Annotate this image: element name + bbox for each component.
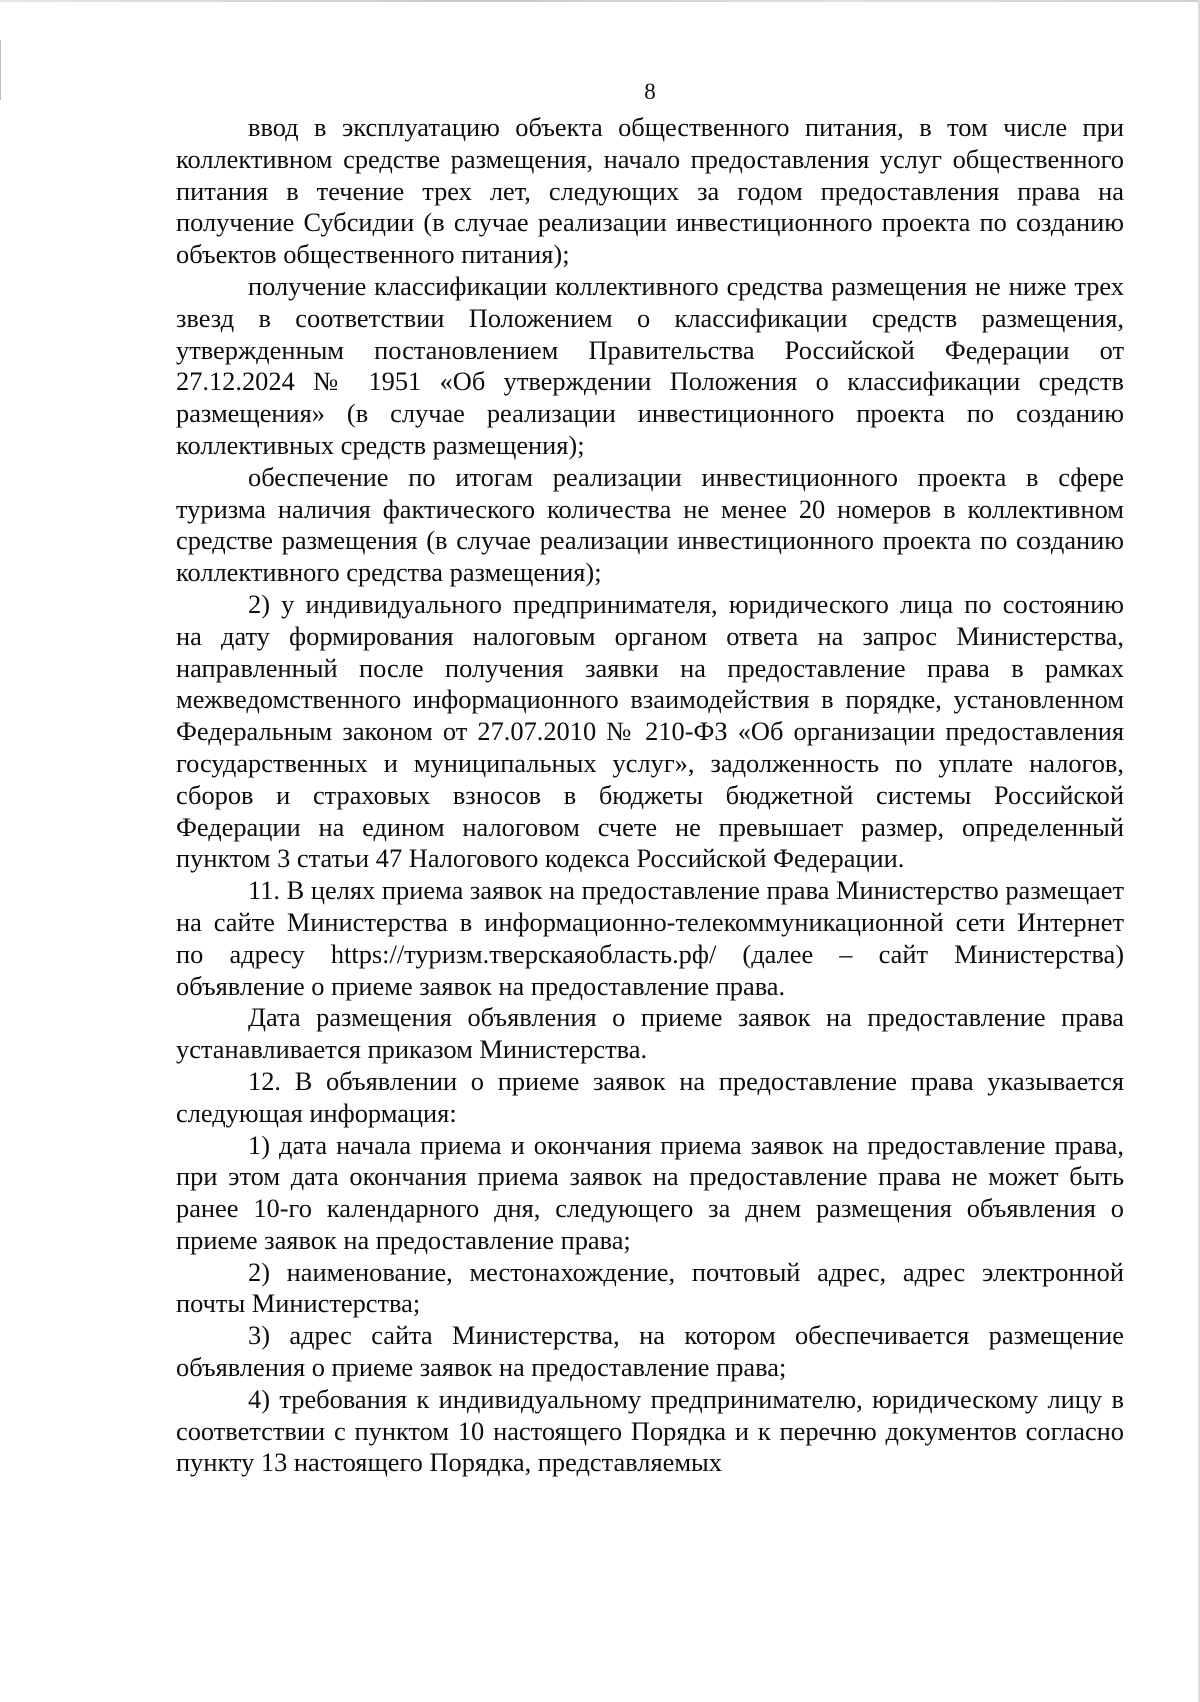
paragraph-food-service-commissioning: ввод в эксплуатацию объекта общественного питания, в том числе при коллективном средстве размещения, начало предоставления услуг общественного питания в течение трех лет, следующих за годом предоставления права на получение Субсидии (в случае реализации инвестиционного проекта по созданию объектов общественного питания); xyxy=(176,112,1124,270)
paragraph-subitem-4: 4) требования к индивидуальному предпринимателю, юридическому лицу в соответствии с пунктом 10 настоящего Порядка и к перечню документов согласно пункту 13 настоящего Порядка, представляемых xyxy=(176,1383,1124,1478)
page-number: 8 xyxy=(644,79,656,104)
scan-edge-top xyxy=(0,0,1200,2)
paragraph-rooms-count: обеспечение по итогам реализации инвестиционного проекта в сфере туризма наличия фактического количества не менее 20 номеров в коллективном средстве размещения (в случае реализации инвестиционного проекта по созданию коллективного средства размещения); xyxy=(176,461,1124,588)
paragraph-announcement-date: Дата размещения объявления о приеме заявок на предоставление права устанавливается приказом Министерства. xyxy=(176,1002,1124,1065)
paragraph-classification: получение классификации коллективного средства размещения не ниже трех звезд в соответствии Положением о классификации средств размещения, утвержденным постановлением Правительства Российской Федерации от 27.12.2024 № 1951 «Об утверждении Положения о классификации средств размещения» (в случае реализации инвестиционного проекта по созданию коллективных средств размещения); xyxy=(176,270,1124,460)
document-page xyxy=(176,72,1124,1479)
paragraph-subitem-3: 3) адрес сайта Министерства, на котором обеспечивается размещение объявления о приеме заявок на предоставление права; xyxy=(176,1320,1124,1383)
paragraph-subitem-2: 2) наименование, местонахождение, почтовый адрес, адрес электронной почты Министерства; xyxy=(176,1256,1124,1319)
paragraph-subitem-1: 1) дата начала приема и окончания приема заявок на предоставление права, при этом дата окончания приема заявок на предоставление права не может быть ранее 10-го календарного дня, следующего за днем размещения объявления о приеме заявок на предоставление права; xyxy=(176,1129,1124,1255)
scan-edge-left xyxy=(0,40,1,100)
paragraph-tax-debt: 2) у индивидуального предпринимателя, юридического лица по состоянию на дату формирования налоговым органом ответа на запрос Министерства, направленный после получения заявки на предоставление права в рамках межведомственного информационного взаимодействия в порядке, установленном Федеральным законом от 27.07.2010 № 210-ФЗ «Об организации предоставления государственных и муниципальных услуг», задолженность по уплате налогов, сборов и страховых взносов в бюджеты бюджетной системы Российской Федерации на едином налоговом счете не превышает размер, определенный пунктом 3 статьи 47 Налогового кодекса Российской Федерации. xyxy=(176,588,1124,874)
paragraph-item-12: 12. В объявлении о приеме заявок на предоставление права указывается следующая информация: xyxy=(176,1065,1124,1128)
paragraph-item-11: 11. В целях приема заявок на предоставление права Министерство размещает на сайте Министерства в информационно-телекоммуникационной сети Интернет по адресу https://туризм.тверскаяобласть.рф/ (далее – сайт Министерства) объявление о приеме заявок на предоставление права. xyxy=(176,875,1124,1001)
